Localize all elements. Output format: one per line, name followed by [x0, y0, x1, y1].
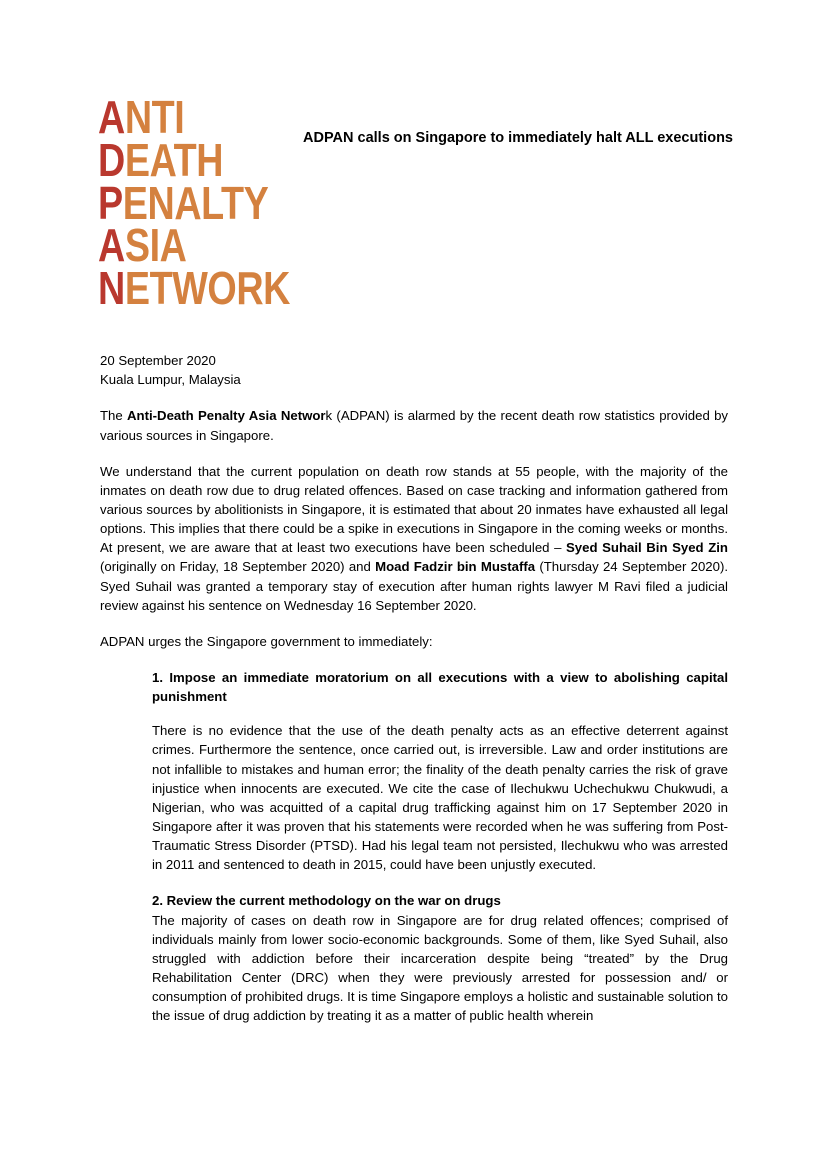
section-2-body: The majority of cases on death row in Singapore are for drug related offences; comprised of individuals mainly from lower socio-economic backgrounds. Some of them, like Syed Suhail, also struggled with addiction before their incarceration despite being “treated” by the Drug Rehabilitation Center (DRC) when they were previously arrested for possession and/ or consumption of prohibited drugs. It is time Singapore employs a holistic and sustainable solution to the issue of drug addiction by treating it as a matter of public health wherein: [152, 912, 728, 1024]
adpan-logo: [98, 91, 291, 315]
logo-row-anti: [98, 91, 242, 143]
spacer: [100, 706, 728, 721]
urges-line: ADPAN urges the Singapore government to immediately:: [100, 633, 433, 649]
stats-part-2: (originally on Friday, 18 September 2020) and: [100, 559, 376, 575]
intro-before: The: [100, 408, 128, 424]
logo-rest-letters: ETWORK: [124, 262, 291, 315]
logo-row-penalty: [98, 176, 269, 229]
spacer: [100, 445, 728, 462]
logo-rest-letters: NTI: [124, 91, 185, 143]
spacer: [100, 615, 728, 632]
section-2-heading: 2. Review the current methodology on the war on drugs: [152, 893, 501, 909]
logo-lead-letter: A: [98, 91, 125, 143]
section-1-heading: 1. Impose an immediate moratorium on all executions with a view to abolishing capital punishment: [152, 670, 728, 705]
stats-part-1: We understand that the current population on death row stands at 55 people, with the majority of the inmates on death row due to drug related offences. Based on case tracking and information gathered from various sources by abolitionists in Singapore, it is estimated that about 20 inmates have exhausted all legal options. This implies that there could be a spike in executions in Singapore in the coming weeks or months. At present, we are aware that at least two executions have been scheduled –: [100, 463, 728, 556]
logo-rest-letters: SIA: [124, 219, 187, 272]
intro-paragraph: [100, 406, 728, 444]
logo-lead-letter: A: [98, 219, 125, 272]
logo-row-death: [98, 133, 242, 186]
location-line: Kuala Lumpur, Malaysia: [100, 371, 241, 387]
spacer: [100, 874, 728, 891]
logo-rest-letters: ENALTY: [122, 176, 269, 229]
logo-lead-letter: N: [98, 262, 125, 315]
statistics-paragraph: [100, 462, 728, 615]
dateline: [100, 352, 728, 389]
logo-row-asia: [98, 219, 242, 272]
scheduled-execution-name-1: Syed Suhail Bin Syed Zin: [566, 540, 728, 556]
intro-bold-org: Anti-Death Penalty Asia Networ: [127, 408, 326, 424]
logo-lead-letter: P: [98, 176, 123, 229]
section-1-body: There is no evidence that the use of the death penalty acts as an effective deterrent against crimes. Furthermore the sentence, once carried out, is irreversible. Law and order institutions are not infallible to mistakes and human error; the finality of the death penalty carries the risk of grave injustice when innocents are executed. We cite the case of Ilechukwu Uchechukwu Chukwudi, a Nigerian, who was acquitted of a capital drug trafficking against him on 17 September 2020 in Singapore after it was proven that his statements were recorded when he was suffering from Post-Traumatic Stress Disorder (PTSD). Had his legal team not persisted, Ilechukwu who was arrested in 2011 and sentenced to death in 2015, could have been unjustly executed.: [152, 723, 728, 873]
scheduled-execution-name-2: Moad Fadzir bin Mustaffa: [375, 559, 536, 575]
logo-row-network: [98, 262, 291, 315]
spacer: [100, 389, 728, 406]
date-line: 20 September 2020: [100, 353, 216, 368]
logo-rest-letters: EATH: [124, 133, 224, 186]
document-body: [100, 352, 728, 1025]
spacer: [100, 651, 728, 668]
intro-after: k (ADPAN) is alarmed by the recent death row statistics provided by various sources in Singapore.: [100, 408, 728, 443]
stats-part-3: (Thursday 24 September 2020). Syed Suhail was granted a temporary stay of execution after human rights lawyer M Ravi filed a judicial review against his sentence on Wednesday 16 September 2020.: [100, 559, 729, 613]
page-title: ADPAN calls on Singapore to immediately halt ALL executions: [303, 130, 733, 146]
logo-lead-letter: D: [98, 133, 125, 186]
